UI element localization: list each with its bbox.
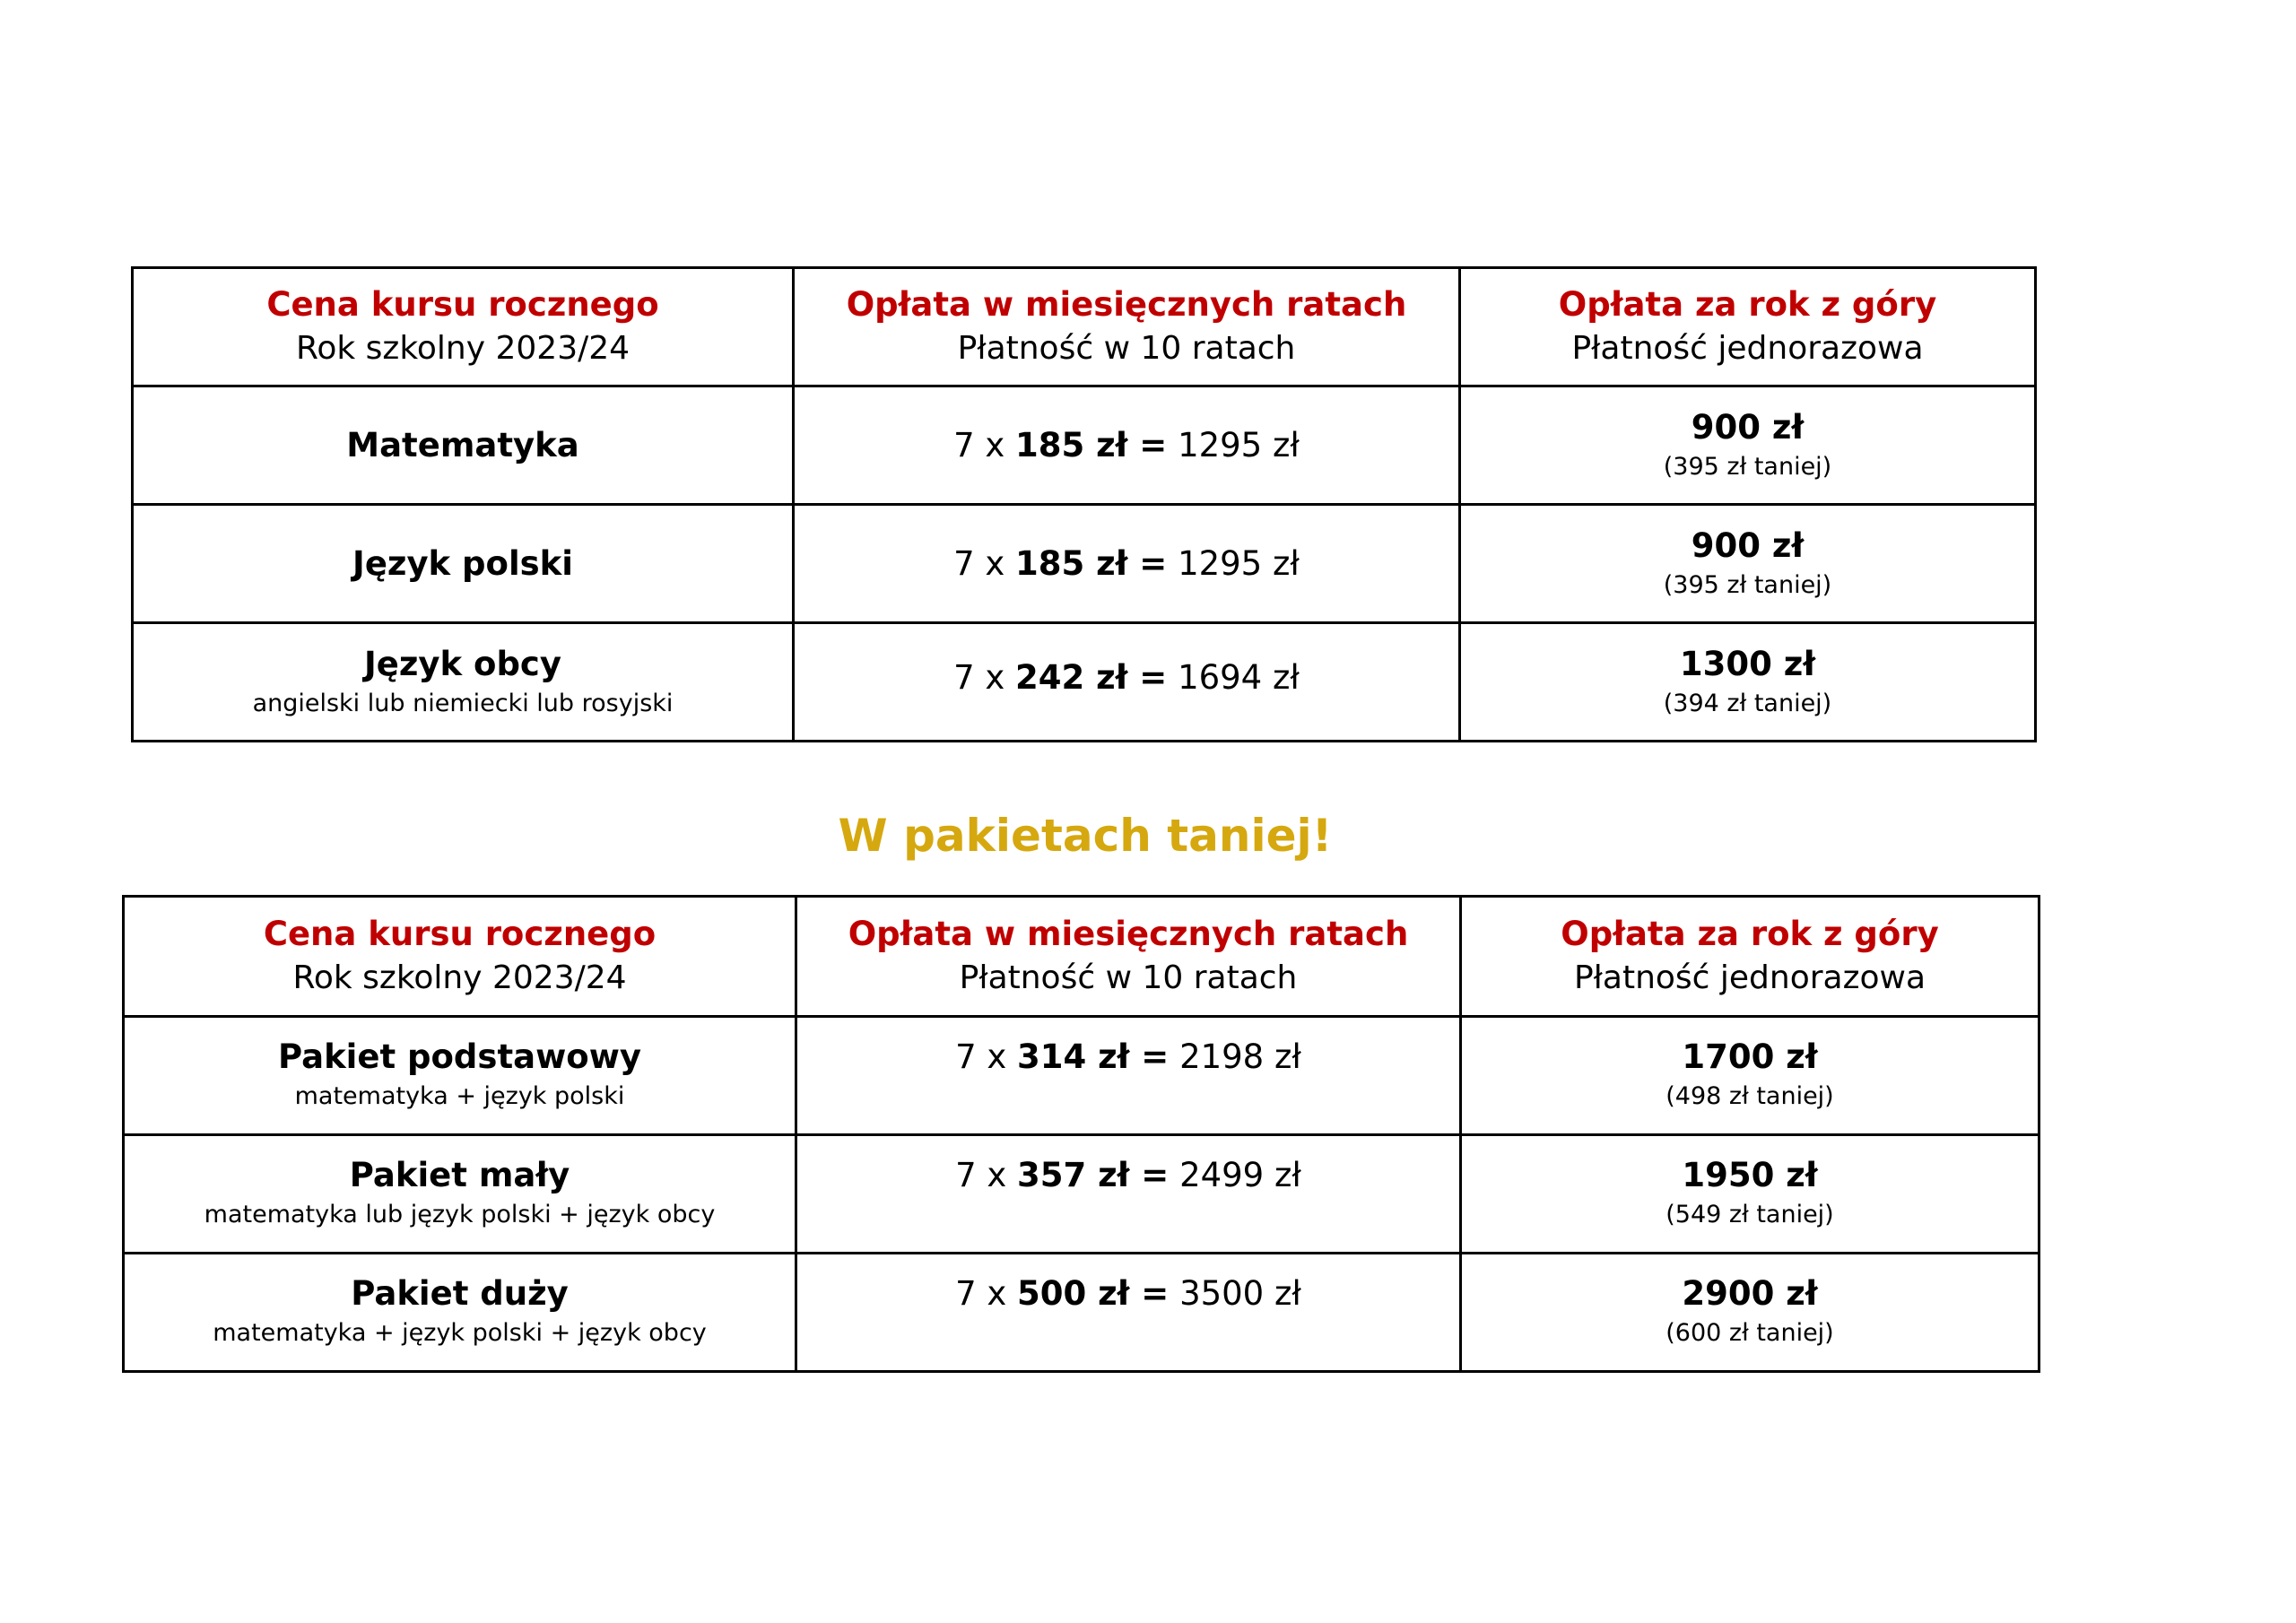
table-row bbox=[133, 623, 2036, 742]
package-name-cell bbox=[124, 1254, 796, 1372]
header-title: Opłata w miesięcznych ratach bbox=[848, 914, 1409, 953]
saving-note: (394 zł taniej) bbox=[1663, 689, 1832, 717]
rate-total: 1295 zł bbox=[1178, 425, 1300, 464]
header-yearly-cell bbox=[1461, 897, 2039, 1017]
yearly-price: 900 zł bbox=[1691, 525, 1805, 565]
header-course-cell bbox=[133, 268, 794, 386]
monthly-rate-cell bbox=[794, 505, 1460, 623]
rate-amount: 314 zł = bbox=[1017, 1037, 1170, 1076]
single-course-price-table bbox=[131, 266, 2037, 742]
header-title: Opłata w miesięcznych ratach bbox=[846, 284, 1407, 324]
monthly-rate-cell bbox=[794, 386, 1460, 505]
rate-amount: 185 zł = bbox=[1015, 425, 1168, 464]
header-subtitle: Płatność jednorazowa bbox=[1571, 329, 1924, 367]
package-note: matematyka + język polski bbox=[294, 1082, 625, 1110]
table-row bbox=[133, 505, 2036, 623]
yearly-price-cell bbox=[1460, 386, 2036, 505]
rate-prefix: 7 x bbox=[953, 543, 1005, 583]
rate-amount: 242 zł = bbox=[1015, 658, 1168, 697]
header-monthly-cell bbox=[796, 897, 1461, 1017]
rate-prefix: 7 x bbox=[955, 1156, 1007, 1194]
course-name-cell bbox=[133, 505, 794, 623]
monthly-rate-cell bbox=[794, 623, 1460, 742]
header-title: Cena kursu rocznego bbox=[263, 914, 657, 953]
rate-prefix: 7 x bbox=[953, 658, 1005, 697]
monthly-rate bbox=[795, 656, 1458, 699]
table-row bbox=[124, 1017, 2039, 1135]
rate-total: 1694 zł bbox=[1178, 658, 1300, 697]
saving-note: (549 zł taniej) bbox=[1665, 1201, 1834, 1228]
header-subtitle: Rok szkolny 2023/24 bbox=[295, 329, 631, 367]
yearly-price: 900 zł bbox=[1691, 407, 1805, 447]
header-title: Opłata za rok z góry bbox=[1561, 914, 1939, 953]
package-name-cell bbox=[124, 1135, 796, 1254]
monthly-rate bbox=[797, 1272, 1459, 1315]
table-row bbox=[124, 1254, 2039, 1372]
yearly-price-cell bbox=[1460, 505, 2036, 623]
header-subtitle: Płatność w 10 ratach bbox=[959, 959, 1298, 996]
course-name-cell bbox=[133, 386, 794, 505]
yearly-price: 2900 zł bbox=[1682, 1274, 1818, 1313]
course-note: angielski lub niemiecki lub rosyjski bbox=[252, 689, 674, 717]
table-header-row bbox=[133, 268, 2036, 386]
package-name: Pakiet duży bbox=[351, 1274, 569, 1313]
monthly-rate bbox=[797, 1036, 1459, 1079]
monthly-rate bbox=[797, 1154, 1459, 1197]
course-name: Język polski bbox=[352, 543, 573, 583]
yearly-price-cell bbox=[1461, 1135, 2039, 1254]
rate-total: 1295 zł bbox=[1178, 543, 1300, 583]
saving-note: (395 zł taniej) bbox=[1663, 452, 1832, 481]
header-subtitle: Płatność jednorazowa bbox=[1573, 959, 1926, 996]
package-name-cell bbox=[124, 1017, 796, 1135]
rate-total: 2499 zł bbox=[1179, 1156, 1301, 1194]
table-header-row bbox=[124, 897, 2039, 1017]
monthly-rate-cell bbox=[796, 1135, 1461, 1254]
monthly-rate-cell bbox=[796, 1017, 1461, 1135]
saving-note: (395 zł taniej) bbox=[1663, 570, 1832, 599]
rate-amount: 500 zł = bbox=[1017, 1274, 1170, 1313]
yearly-price: 1700 zł bbox=[1682, 1037, 1818, 1076]
rate-amount: 357 zł = bbox=[1017, 1156, 1170, 1194]
header-title: Opłata za rok z góry bbox=[1558, 284, 1937, 324]
rate-prefix: 7 x bbox=[953, 425, 1005, 464]
saving-note: (600 zł taniej) bbox=[1665, 1319, 1834, 1347]
table-row bbox=[133, 386, 2036, 505]
yearly-price: 1950 zł bbox=[1682, 1156, 1818, 1194]
rate-prefix: 7 x bbox=[955, 1274, 1007, 1313]
header-monthly-cell bbox=[794, 268, 1460, 386]
yearly-price-cell bbox=[1460, 623, 2036, 742]
header-subtitle: Płatność w 10 ratach bbox=[957, 329, 1296, 367]
rate-total: 3500 zł bbox=[1179, 1274, 1301, 1313]
monthly-rate bbox=[795, 424, 1458, 467]
course-name: Język obcy bbox=[364, 644, 561, 683]
package-name: Pakiet mały bbox=[349, 1156, 570, 1194]
package-name: Pakiet podstawowy bbox=[277, 1037, 641, 1076]
yearly-price: 1300 zł bbox=[1679, 644, 1816, 683]
header-course-cell bbox=[124, 897, 796, 1017]
course-name: Matematyka bbox=[346, 425, 579, 464]
header-yearly-cell bbox=[1460, 268, 2036, 386]
course-name-cell bbox=[133, 623, 794, 742]
package-note: matematyka lub język polski + język obcy bbox=[204, 1201, 716, 1228]
yearly-price-cell bbox=[1461, 1017, 2039, 1135]
packages-banner: W pakietach taniej! bbox=[838, 810, 1333, 862]
rate-total: 2198 zł bbox=[1179, 1037, 1301, 1076]
monthly-rate bbox=[795, 542, 1458, 586]
rate-amount: 185 zł = bbox=[1015, 543, 1168, 583]
package-note: matematyka + język polski + język obcy bbox=[213, 1319, 707, 1347]
rate-prefix: 7 x bbox=[955, 1037, 1007, 1076]
table-row bbox=[124, 1135, 2039, 1254]
yearly-price-cell bbox=[1461, 1254, 2039, 1372]
saving-note: (498 zł taniej) bbox=[1665, 1082, 1834, 1110]
monthly-rate-cell bbox=[796, 1254, 1461, 1372]
package-price-table bbox=[122, 895, 2040, 1373]
header-title: Cena kursu rocznego bbox=[266, 284, 659, 324]
header-subtitle: Rok szkolny 2023/24 bbox=[292, 959, 627, 996]
